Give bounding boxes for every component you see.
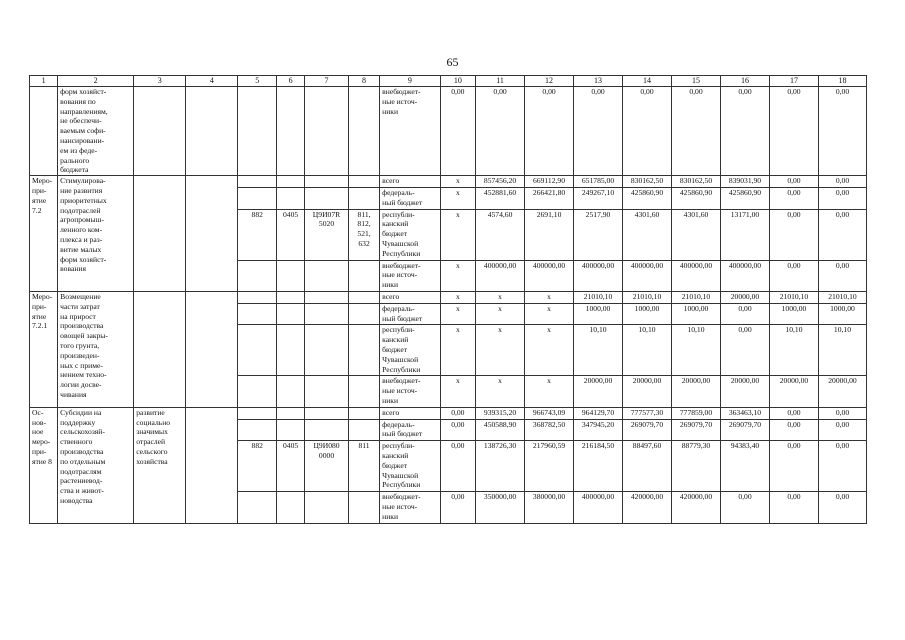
value-cell: 269079,70: [720, 419, 769, 441]
column-header: 11: [476, 76, 525, 87]
value-cell: 964129,70: [574, 407, 623, 419]
column-header: 8: [348, 76, 379, 87]
value-cell: 1000,00: [769, 303, 818, 325]
expense-type-code: [348, 325, 379, 376]
expense-type-code: [348, 87, 379, 176]
value-cell: 400000,00: [672, 260, 721, 291]
page-number: 65: [446, 55, 459, 69]
column-header: 16: [720, 76, 769, 87]
value-cell: 0,00: [818, 176, 866, 188]
grbs-code: [238, 376, 277, 407]
value-cell: 0,00: [818, 407, 866, 419]
section-code: [277, 260, 305, 291]
value-cell: 0,00: [769, 87, 818, 176]
grbs-code: [238, 407, 277, 419]
table-row: [30, 291, 867, 303]
value-cell: 830162,50: [672, 176, 721, 188]
section-code: [277, 176, 305, 188]
funding-source: всего: [380, 176, 440, 188]
value-cell: 1000,00: [574, 303, 623, 325]
target-item-code: [305, 260, 349, 291]
grbs-code: [238, 187, 277, 209]
value-cell: 0,00: [818, 187, 866, 209]
value-cell: 10,10: [672, 325, 721, 376]
target-item-code: [305, 376, 349, 407]
funding-source: республи- канский бюджет Чувашской Республики: [380, 209, 440, 260]
value-cell: 0,00: [769, 260, 818, 291]
value-cell: 0,00: [818, 209, 866, 260]
value-cell: 21010,10: [623, 291, 672, 303]
section-code: [277, 325, 305, 376]
value-cell: 20000,00: [574, 376, 623, 407]
value-cell: 10,10: [769, 325, 818, 376]
section-code: [277, 187, 305, 209]
value-cell: 0,00: [769, 176, 818, 188]
column-header: 4: [186, 76, 238, 87]
column-header: 12: [525, 76, 574, 87]
value-cell: 10,10: [623, 325, 672, 376]
value-cell: 0,00: [720, 87, 769, 176]
value-cell: 269079,70: [672, 419, 721, 441]
value-cell: 368782,50: [525, 419, 574, 441]
grbs-code: [238, 176, 277, 188]
value-cell: 669112,90: [525, 176, 574, 188]
value-cell: x: [440, 376, 475, 407]
value-cell: x: [476, 303, 525, 325]
funding-source: федераль- ный бюджет: [380, 187, 440, 209]
grbs-code: [238, 303, 277, 325]
value-cell: 20000,00: [623, 376, 672, 407]
measure-name: Субсидии на поддержку сельскохозяй- ственного производства по отдельным подотраслям растениевод- ства и живот- новодства: [58, 407, 134, 523]
value-cell: 2691,10: [525, 209, 574, 260]
value-cell: 20000,00: [769, 376, 818, 407]
value-cell: 88779,30: [672, 441, 721, 492]
target-item-code: [305, 291, 349, 303]
expense-type-code: [348, 303, 379, 325]
target-item-code: [305, 303, 349, 325]
table-row: [30, 176, 867, 188]
value-cell: 0,00: [818, 419, 866, 441]
section-code: [277, 492, 305, 523]
funding-source: всего: [380, 291, 440, 303]
grbs-code: [238, 419, 277, 441]
value-cell: 0,00: [818, 441, 866, 492]
goal-cell: [134, 291, 186, 407]
value-cell: 0,00: [440, 441, 475, 492]
value-cell: x: [440, 325, 475, 376]
funding-source: внебюджет- ные источ- ники: [380, 492, 440, 523]
value-cell: 0,00: [720, 492, 769, 523]
grbs-code: [238, 325, 277, 376]
value-cell: 777577,30: [623, 407, 672, 419]
value-cell: 0,00: [440, 407, 475, 419]
measure-number: Меро- при- ятие 7.2: [30, 176, 58, 292]
expense-type-code: 811, 812, 521, 632: [348, 209, 379, 260]
value-cell: 0,00: [818, 260, 866, 291]
target-item-code: [305, 325, 349, 376]
value-cell: 10,10: [818, 325, 866, 376]
value-cell: 0,00: [818, 87, 866, 176]
target-item-code: [305, 419, 349, 441]
value-cell: 0,00: [769, 209, 818, 260]
value-cell: 0,00: [769, 441, 818, 492]
measure-name: Стимулирова- ние развития приоритетных подотраслей агропромыш- ленного ком- плекса и раз- витие малых форм хозяйст- вования: [58, 176, 134, 292]
target-item-code: [305, 187, 349, 209]
value-cell: 4301,60: [623, 209, 672, 260]
table-row: [30, 407, 867, 419]
column-header: 15: [672, 76, 721, 87]
column-header: 17: [769, 76, 818, 87]
value-cell: 400000,00: [574, 492, 623, 523]
goal-cell: развитие социально значимых отраслей сельского хозяйства: [134, 407, 186, 523]
value-cell: 0,00: [476, 87, 525, 176]
value-cell: x: [440, 176, 475, 188]
value-cell: x: [440, 291, 475, 303]
value-cell: 0,00: [440, 492, 475, 523]
value-cell: 400000,00: [623, 260, 672, 291]
value-cell: 420000,00: [623, 492, 672, 523]
value-cell: 20000,00: [720, 376, 769, 407]
executor-cell: [186, 291, 238, 407]
value-cell: 0,00: [720, 303, 769, 325]
column-header: 9: [380, 76, 440, 87]
value-cell: x: [525, 325, 574, 376]
value-cell: 452881,60: [476, 187, 525, 209]
expense-type-code: [348, 492, 379, 523]
expense-type-code: [348, 419, 379, 441]
funding-source: федераль- ный бюджет: [380, 419, 440, 441]
measure-name: форм хозяйст- вования по направлениям, не обеспечи- ваемым софи- нансировани- ем из феде- рального бюджета: [58, 87, 134, 176]
value-cell: x: [525, 291, 574, 303]
column-header: 18: [818, 76, 866, 87]
value-cell: x: [476, 325, 525, 376]
grbs-code: [238, 492, 277, 523]
value-cell: 425860,90: [720, 187, 769, 209]
column-header: 3: [134, 76, 186, 87]
funding-source: республи- канский бюджет Чувашской Республики: [380, 325, 440, 376]
value-cell: 94383,40: [720, 441, 769, 492]
column-header: 10: [440, 76, 475, 87]
executor-cell: [186, 176, 238, 292]
value-cell: 217960,59: [525, 441, 574, 492]
column-header: 1: [30, 76, 58, 87]
value-cell: 20000,00: [672, 376, 721, 407]
column-header: 14: [623, 76, 672, 87]
value-cell: 21010,10: [769, 291, 818, 303]
grbs-code: [238, 87, 277, 176]
value-cell: 347945,20: [574, 419, 623, 441]
value-cell: 0,00: [720, 325, 769, 376]
value-cell: x: [440, 260, 475, 291]
value-cell: 216184,50: [574, 441, 623, 492]
expense-type-code: [348, 260, 379, 291]
measure-number: [30, 87, 58, 176]
value-cell: 4574,60: [476, 209, 525, 260]
value-cell: 0,00: [818, 492, 866, 523]
value-cell: x: [476, 376, 525, 407]
value-cell: 966743,09: [525, 407, 574, 419]
value-cell: 651785,00: [574, 176, 623, 188]
column-header: 7: [305, 76, 349, 87]
value-cell: 0,00: [623, 87, 672, 176]
column-header: 5: [238, 76, 277, 87]
value-cell: 266421,80: [525, 187, 574, 209]
value-cell: 0,00: [574, 87, 623, 176]
value-cell: 363463,10: [720, 407, 769, 419]
value-cell: 400000,00: [720, 260, 769, 291]
value-cell: 1000,00: [672, 303, 721, 325]
column-header: 13: [574, 76, 623, 87]
section-code: [277, 419, 305, 441]
value-cell: 20000,00: [818, 376, 866, 407]
section-code: 0405: [277, 209, 305, 260]
value-cell: 0,00: [440, 419, 475, 441]
target-item-code: Ц9И080 0000: [305, 441, 349, 492]
value-cell: x: [440, 209, 475, 260]
value-cell: 777859,00: [672, 407, 721, 419]
section-code: [277, 407, 305, 419]
value-cell: 350000,00: [476, 492, 525, 523]
value-cell: 138726,30: [476, 441, 525, 492]
value-cell: 450588,90: [476, 419, 525, 441]
budget-table: [29, 75, 867, 524]
section-code: [277, 303, 305, 325]
expense-type-code: [348, 407, 379, 419]
executor-cell: [186, 407, 238, 523]
value-cell: 420000,00: [672, 492, 721, 523]
value-cell: 0,00: [769, 419, 818, 441]
value-cell: 839031,90: [720, 176, 769, 188]
grbs-code: 882: [238, 441, 277, 492]
target-item-code: [305, 87, 349, 176]
value-cell: 10,10: [574, 325, 623, 376]
value-cell: 4301,60: [672, 209, 721, 260]
target-item-code: [305, 176, 349, 188]
goal-cell: [134, 176, 186, 292]
goal-cell: [134, 87, 186, 176]
value-cell: 939315,20: [476, 407, 525, 419]
expense-type-code: [348, 291, 379, 303]
funding-source: внебюджет- ные источ- ники: [380, 260, 440, 291]
value-cell: x: [525, 303, 574, 325]
value-cell: 830162,50: [623, 176, 672, 188]
column-header: 2: [58, 76, 134, 87]
value-cell: 0,00: [672, 87, 721, 176]
value-cell: x: [440, 303, 475, 325]
value-cell: 1000,00: [623, 303, 672, 325]
value-cell: 400000,00: [574, 260, 623, 291]
funding-source: внебюджет- ные источ- ники: [380, 376, 440, 407]
executor-cell: [186, 87, 238, 176]
table-row: [30, 87, 867, 176]
measure-name: Возмещение части затрат на прирост производства овощей закры- того грунта, произведен- ных с приме- нением техно- логии досве- чивания: [58, 291, 134, 407]
expense-type-code: [348, 176, 379, 188]
value-cell: 1000,00: [818, 303, 866, 325]
target-item-code: [305, 407, 349, 419]
grbs-code: [238, 291, 277, 303]
value-cell: 249267,10: [574, 187, 623, 209]
expense-type-code: [348, 376, 379, 407]
expense-type-code: [348, 187, 379, 209]
value-cell: 21010,10: [672, 291, 721, 303]
section-code: [277, 87, 305, 176]
target-item-code: [305, 492, 349, 523]
value-cell: 400000,00: [476, 260, 525, 291]
section-code: [277, 376, 305, 407]
value-cell: 425860,90: [672, 187, 721, 209]
value-cell: 0,00: [440, 87, 475, 176]
value-cell: 88497,60: [623, 441, 672, 492]
value-cell: 0,00: [769, 407, 818, 419]
value-cell: 21010,10: [574, 291, 623, 303]
value-cell: 425860,90: [623, 187, 672, 209]
value-cell: 269079,70: [623, 419, 672, 441]
header-row: [30, 76, 867, 87]
value-cell: 400000,00: [525, 260, 574, 291]
value-cell: 857456,20: [476, 176, 525, 188]
value-cell: 0,00: [769, 492, 818, 523]
column-header: 6: [277, 76, 305, 87]
value-cell: 0,00: [525, 87, 574, 176]
value-cell: x: [476, 291, 525, 303]
expense-type-code: 811: [348, 441, 379, 492]
section-code: 0405: [277, 441, 305, 492]
funding-source: внебюджет- ные источ- ники: [380, 87, 440, 176]
funding-source: республи- канский бюджет Чувашской Республики: [380, 441, 440, 492]
value-cell: x: [525, 376, 574, 407]
target-item-code: Ц9И07R 5020: [305, 209, 349, 260]
measure-number: Ос- нов- ное меро- при- ятие 8: [30, 407, 58, 523]
value-cell: 13171,00: [720, 209, 769, 260]
value-cell: 0,00: [769, 187, 818, 209]
value-cell: x: [440, 187, 475, 209]
value-cell: 20000,00: [720, 291, 769, 303]
value-cell: 380000,00: [525, 492, 574, 523]
funding-source: всего: [380, 407, 440, 419]
grbs-code: 882: [238, 209, 277, 260]
funding-source: федераль- ный бюджет: [380, 303, 440, 325]
section-code: [277, 291, 305, 303]
value-cell: 21010,10: [818, 291, 866, 303]
value-cell: 2517,90: [574, 209, 623, 260]
grbs-code: [238, 260, 277, 291]
measure-number: Меро- при- ятие 7.2.1: [30, 291, 58, 407]
